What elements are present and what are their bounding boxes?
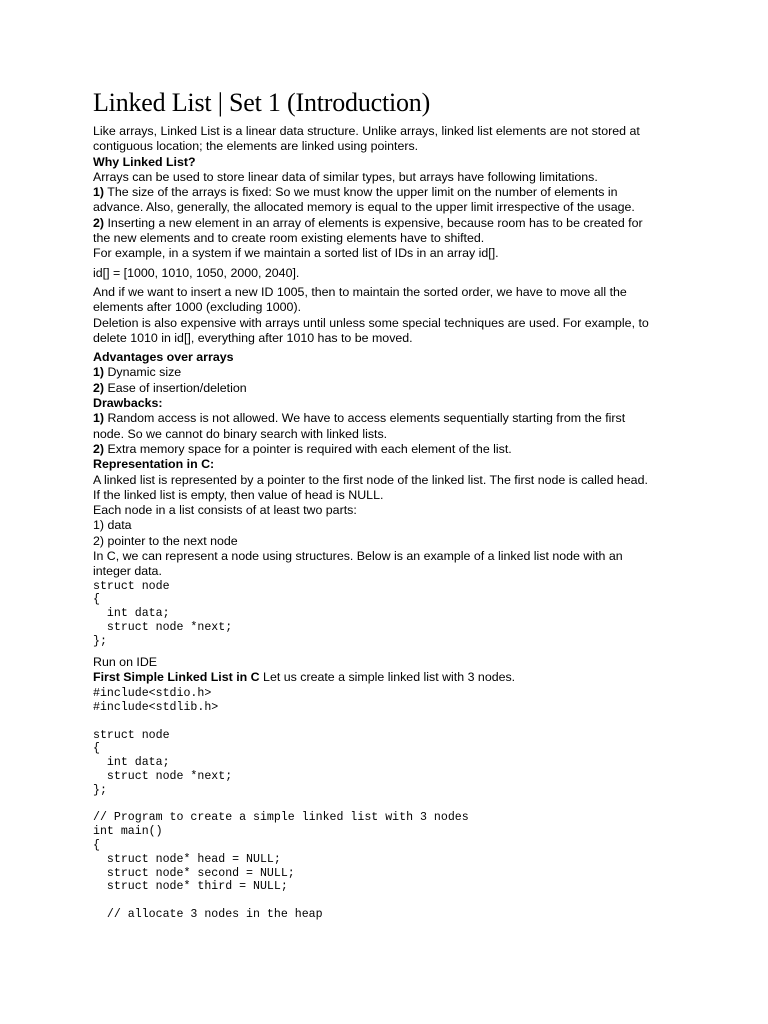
representation-line: Each node in a list consists of at least two parts: [93, 503, 357, 518]
limitation-item-cont: advance. Also, generally, the allocated memory is equal to the upper limit irrespective of the usage. [93, 200, 635, 215]
insert-paragraph [93, 285, 698, 346]
code-line [93, 715, 698, 729]
code-line: struct node* second = NULL; [93, 866, 295, 880]
insert-line: Deletion is also expensive with arrays until unless some special techniques are used. For example, to [93, 315, 649, 330]
advantages-heading: Advantages over arrays [93, 350, 234, 365]
item-text: The size of the arrays is fixed: So we must know the upper limit on the number of elements in [107, 185, 618, 200]
item-number: 2) [93, 215, 105, 230]
insert-line: And if we want to insert a new ID 1005, then to maintain the sorted order, we have to move all the [93, 284, 627, 299]
advantage-item [93, 365, 698, 380]
item-text: Random access is not allowed. We have to access elements sequentially starting from the first [107, 411, 626, 426]
page-title: Linked List | Set 1 (Introduction) [93, 88, 431, 117]
code-line: { [93, 742, 100, 756]
code-line: #include<stdio.h> [93, 687, 212, 701]
code-line: }; [93, 634, 107, 648]
item-text: Inserting a new element in an array of elements is expensive, because room has to be created for [107, 215, 643, 230]
insert-line: elements after 1000 (excluding 1000). [93, 300, 302, 315]
item-number: 1) [93, 411, 105, 426]
code-line: struct node *next; [93, 621, 233, 634]
representation-heading: Representation in C: [93, 457, 215, 472]
code-line: struct node [93, 728, 170, 742]
representation-line: 1) data [93, 518, 132, 533]
limitations-list [93, 185, 698, 246]
code-line: struct node* head = NULL; [93, 852, 281, 866]
representation-line: A linked list is represented by a pointer to the first node of the linked list. The first node is called head. [93, 472, 648, 487]
representation-paragraph [93, 473, 698, 580]
code-line [93, 798, 698, 812]
why-heading: Why Linked List? [93, 154, 196, 169]
first-list-heading: First Simple Linked List in C [93, 669, 260, 684]
run-on-ide-link[interactable]: Run on IDE [93, 654, 158, 669]
code-line: struct node* third = NULL; [93, 880, 288, 894]
code-line: { [93, 593, 100, 607]
item-text: Dynamic size [107, 365, 182, 380]
code-line: { [93, 838, 100, 852]
limitation-item [93, 185, 698, 200]
code-block-node-struct [93, 580, 698, 649]
item-number: 1) [93, 185, 105, 200]
drawback-item [93, 442, 698, 457]
code-line: struct node *next; [93, 769, 233, 783]
intro-paragraph [93, 124, 698, 155]
code-line: struct node [93, 579, 170, 593]
code-line: // Program to create a simple linked list with 3 nodes [93, 811, 469, 825]
item-number: 2) [93, 380, 105, 395]
code-line [93, 894, 698, 908]
first-list-text: Let us create a simple linked list with 3 nodes. [259, 669, 516, 684]
item-number: 1) [93, 365, 105, 380]
limitation-item-cont: the new elements and to create room existing elements have to shifted. [93, 231, 485, 246]
item-text: Ease of insertion/deletion [107, 380, 247, 395]
code-line: }; [93, 783, 107, 797]
code-line: int data; [93, 756, 170, 770]
example-line: For example, in a system if we maintain a sorted list of IDs in an array id[]. [93, 246, 499, 261]
item-number: 2) [93, 441, 105, 456]
drawback-item-cont: node. So we cannot do binary search with linked lists. [93, 426, 388, 441]
code-line: int main() [93, 825, 163, 839]
representation-line: integer data. [93, 564, 162, 579]
drawbacks-heading: Drawbacks: [93, 396, 163, 411]
why-line: Arrays can be used to store linear data of similar types, but arrays have following limitations. [93, 169, 598, 184]
intro-line: contiguous location; the elements are linked using pointers. [93, 139, 419, 154]
advantage-item [93, 381, 698, 396]
item-text: Extra memory space for a pointer is required with each element of the list. [107, 441, 512, 456]
drawback-item [93, 411, 698, 426]
first-list-paragraph [93, 670, 698, 685]
id-array-line: id[] = [1000, 1010, 1050, 2000, 2040]. [93, 265, 300, 280]
representation-line: If the linked list is empty, then value of head is NULL. [93, 487, 384, 502]
insert-line: delete 1010 in id[], everything after 1010 has to be moved. [93, 330, 413, 345]
code-block-program [93, 687, 698, 922]
representation-line: 2) pointer to the next node [93, 533, 238, 548]
code-line: // allocate 3 nodes in the heap [93, 907, 323, 921]
intro-line: Like arrays, Linked List is a linear data structure. Unlike arrays, linked list elements are not stored at [93, 124, 640, 138]
code-line: #include<stdlib.h> [93, 700, 219, 714]
representation-line: In C, we can represent a node using structures. Below is an example of a linked list node with an [93, 549, 623, 564]
limitation-item [93, 216, 698, 231]
code-line: int data; [93, 607, 170, 621]
